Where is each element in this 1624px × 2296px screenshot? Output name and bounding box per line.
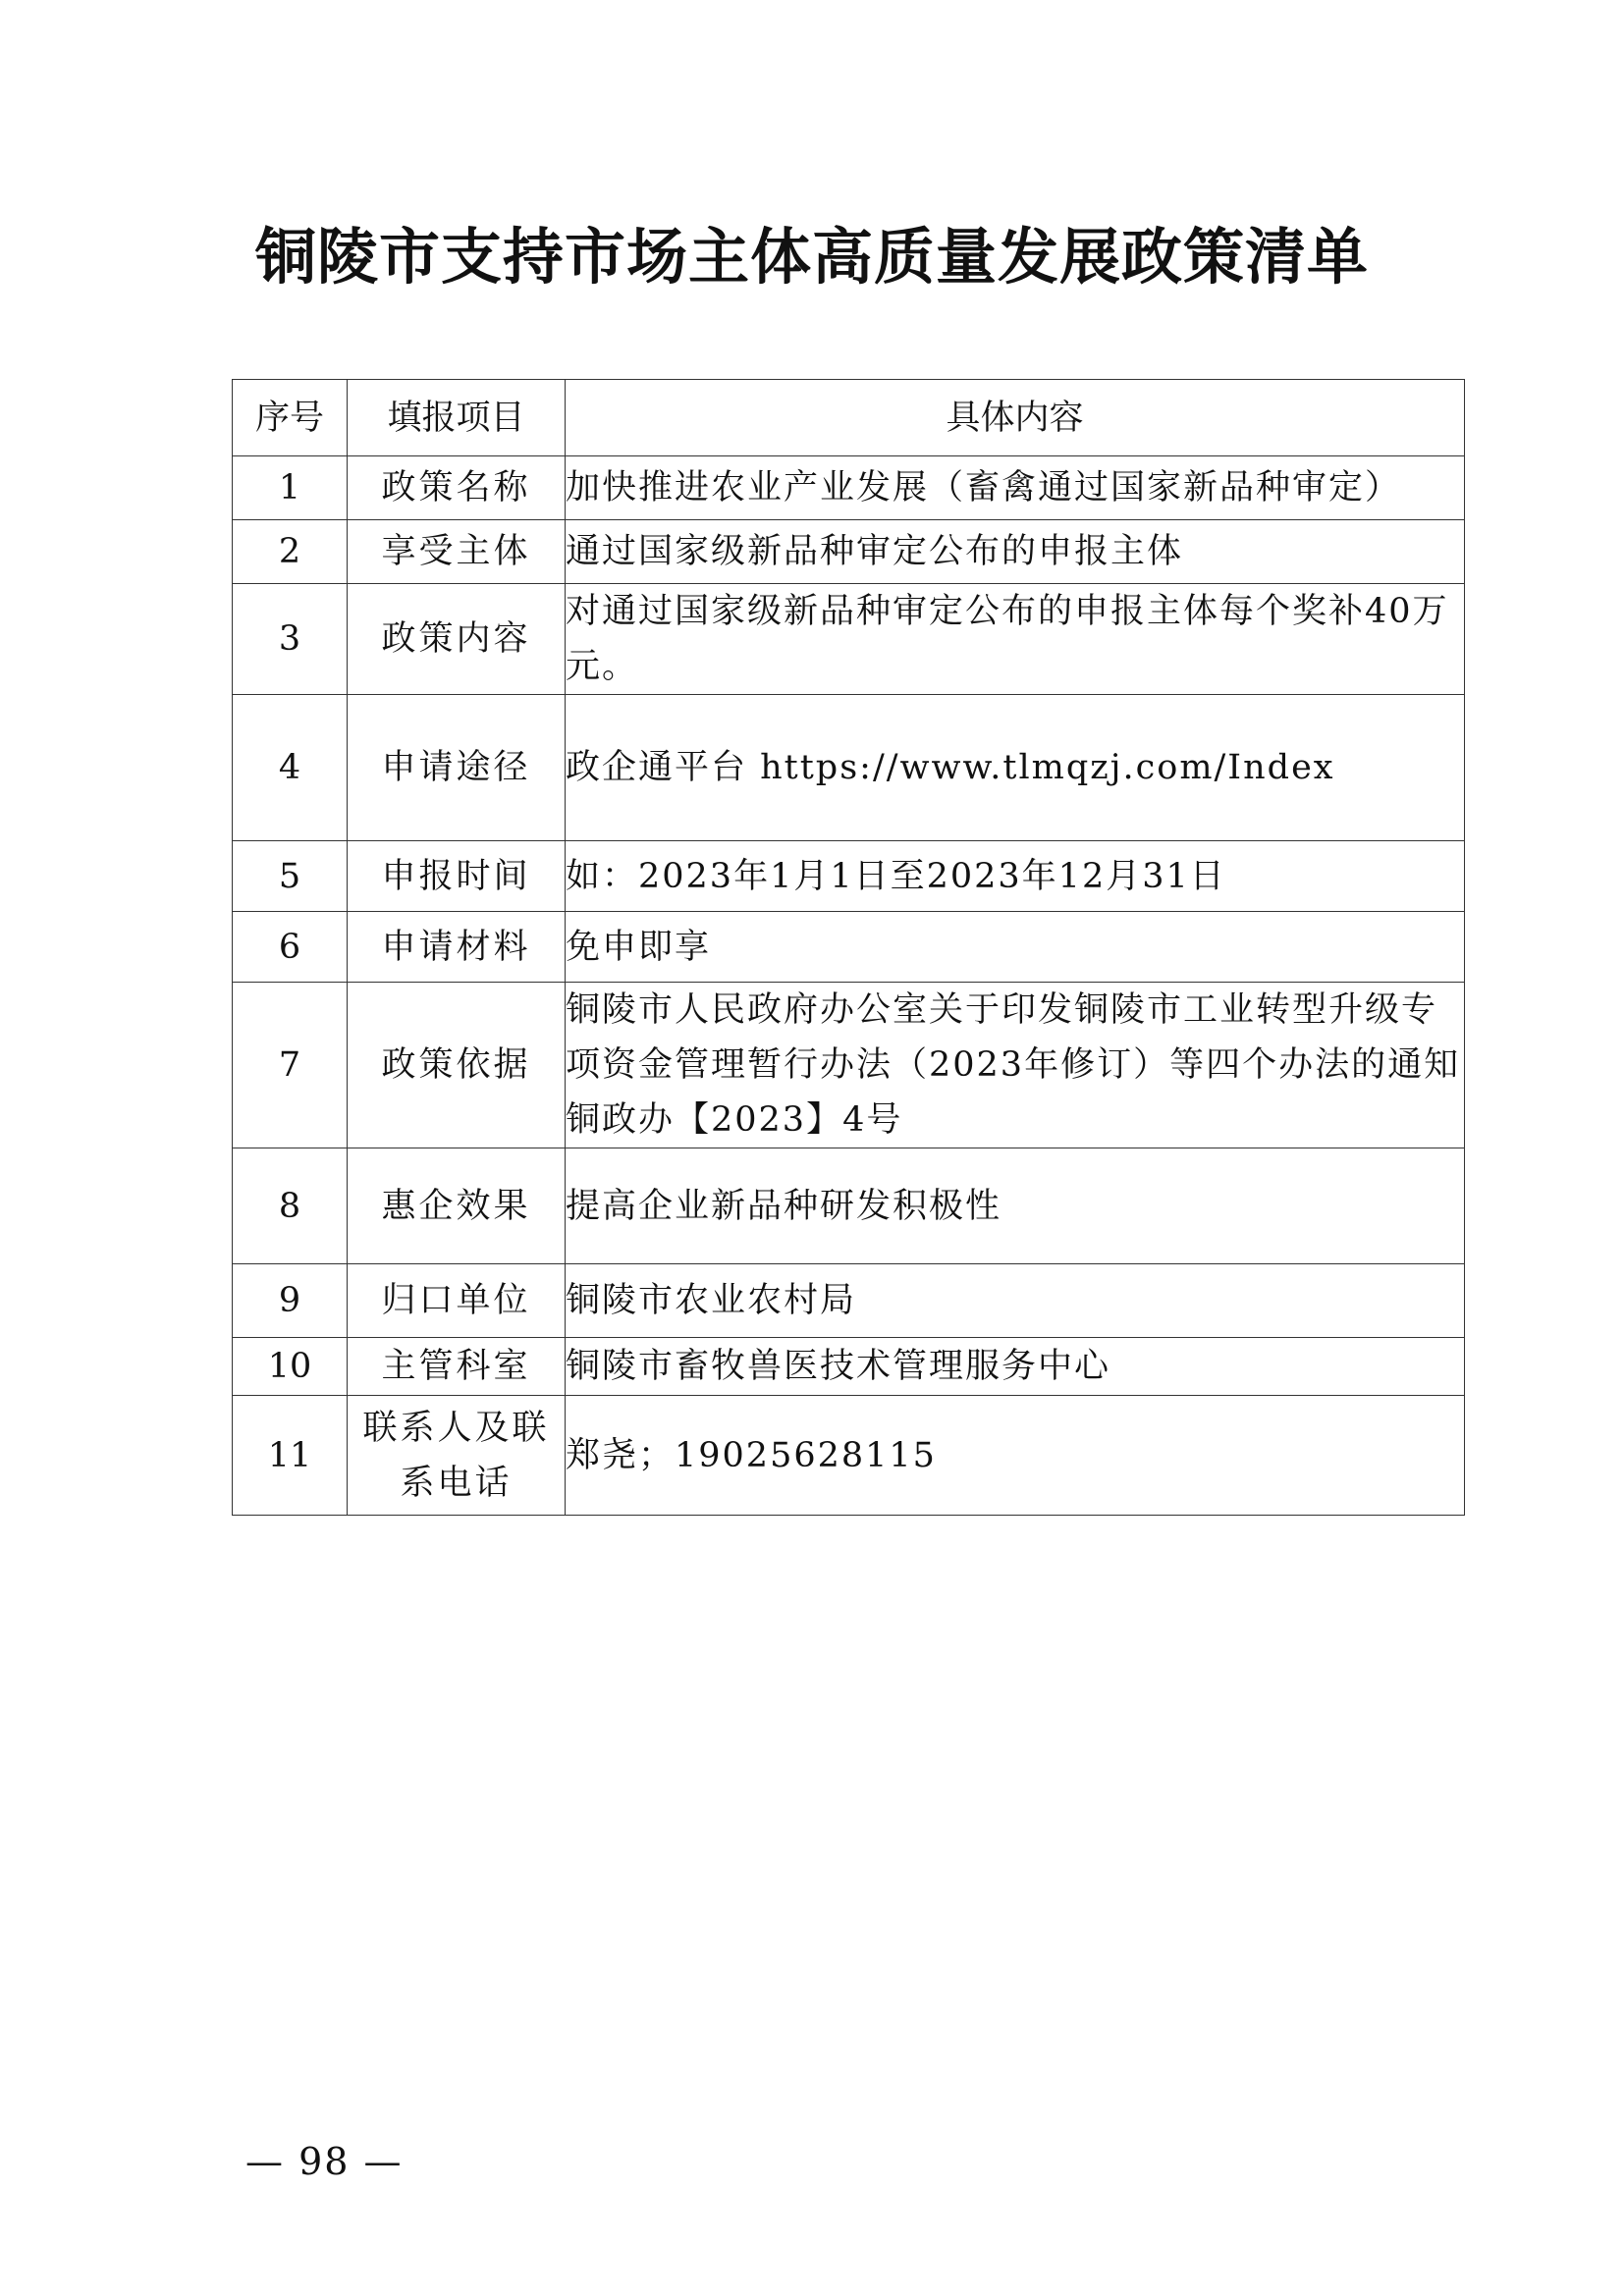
row-content: 对通过国家级新品种审定公布的申报主体每个奖补40万元。 [566, 584, 1465, 695]
row-num: 1 [233, 456, 348, 520]
table-row [233, 983, 1465, 1148]
table-row [233, 584, 1465, 695]
row-num: 4 [233, 695, 348, 841]
table-row [233, 1148, 1465, 1264]
row-content: 政企通平台 https://www.tlmqzj.com/Index [566, 695, 1465, 841]
row-num: 6 [233, 912, 348, 983]
row-content: 加快推进农业产业发展（畜禽通过国家新品种审定） [566, 456, 1465, 520]
table-row [233, 456, 1465, 520]
header-content: 具体内容 [566, 380, 1465, 456]
header-num: 序号 [233, 380, 348, 456]
row-item: 政策依据 [348, 983, 566, 1148]
row-num: 9 [233, 1264, 348, 1338]
document-title: 铜陵市支持市场主体高质量发展政策清单 [254, 221, 1369, 293]
row-num: 11 [233, 1396, 348, 1516]
table-row [233, 1396, 1465, 1516]
page-number: — 98 — [245, 2140, 404, 2183]
row-content: 如：2023年1月1日至2023年12月31日 [566, 841, 1465, 912]
row-item: 申报时间 [348, 841, 566, 912]
header-row [233, 380, 1465, 456]
row-item: 惠企效果 [348, 1148, 566, 1264]
row-content: 免申即享 [566, 912, 1465, 983]
row-num: 7 [233, 983, 348, 1148]
table-row [233, 695, 1465, 841]
table-row [233, 841, 1465, 912]
row-item: 政策名称 [348, 456, 566, 520]
row-item: 申请材料 [348, 912, 566, 983]
table-row [233, 912, 1465, 983]
row-content: 铜陵市人民政府办公室关于印发铜陵市工业转型升级专项资金管理暂行办法（2023年修订）等四个办法的通知 铜政办【2023】4号 [566, 983, 1465, 1148]
row-num: 2 [233, 520, 348, 584]
row-item: 申请途径 [348, 695, 566, 841]
table-row [233, 1338, 1465, 1396]
row-item: 政策内容 [348, 584, 566, 695]
row-item: 归口单位 [348, 1264, 566, 1338]
row-content: 郑尧；19025628115 [566, 1396, 1465, 1516]
row-content: 铜陵市农业农村局 [566, 1264, 1465, 1338]
table-header [233, 380, 1465, 456]
row-content: 铜陵市畜牧兽医技术管理服务中心 [566, 1338, 1465, 1396]
row-item: 主管科室 [348, 1338, 566, 1396]
table-body [233, 456, 1497, 1516]
row-num: 5 [233, 841, 348, 912]
row-content: 提高企业新品种研发积极性 [566, 1148, 1465, 1264]
row-num: 8 [233, 1148, 348, 1264]
table-row [233, 520, 1465, 584]
row-num: 10 [233, 1338, 348, 1396]
row-item: 享受主体 [348, 520, 566, 584]
header-item: 填报项目 [348, 380, 566, 456]
row-item: 联系人及联系电话 [348, 1396, 566, 1516]
row-num: 3 [233, 584, 348, 695]
policy-table [232, 379, 1497, 1516]
table-row [233, 1264, 1465, 1338]
row-content: 通过国家级新品种审定公布的申报主体 [566, 520, 1465, 584]
